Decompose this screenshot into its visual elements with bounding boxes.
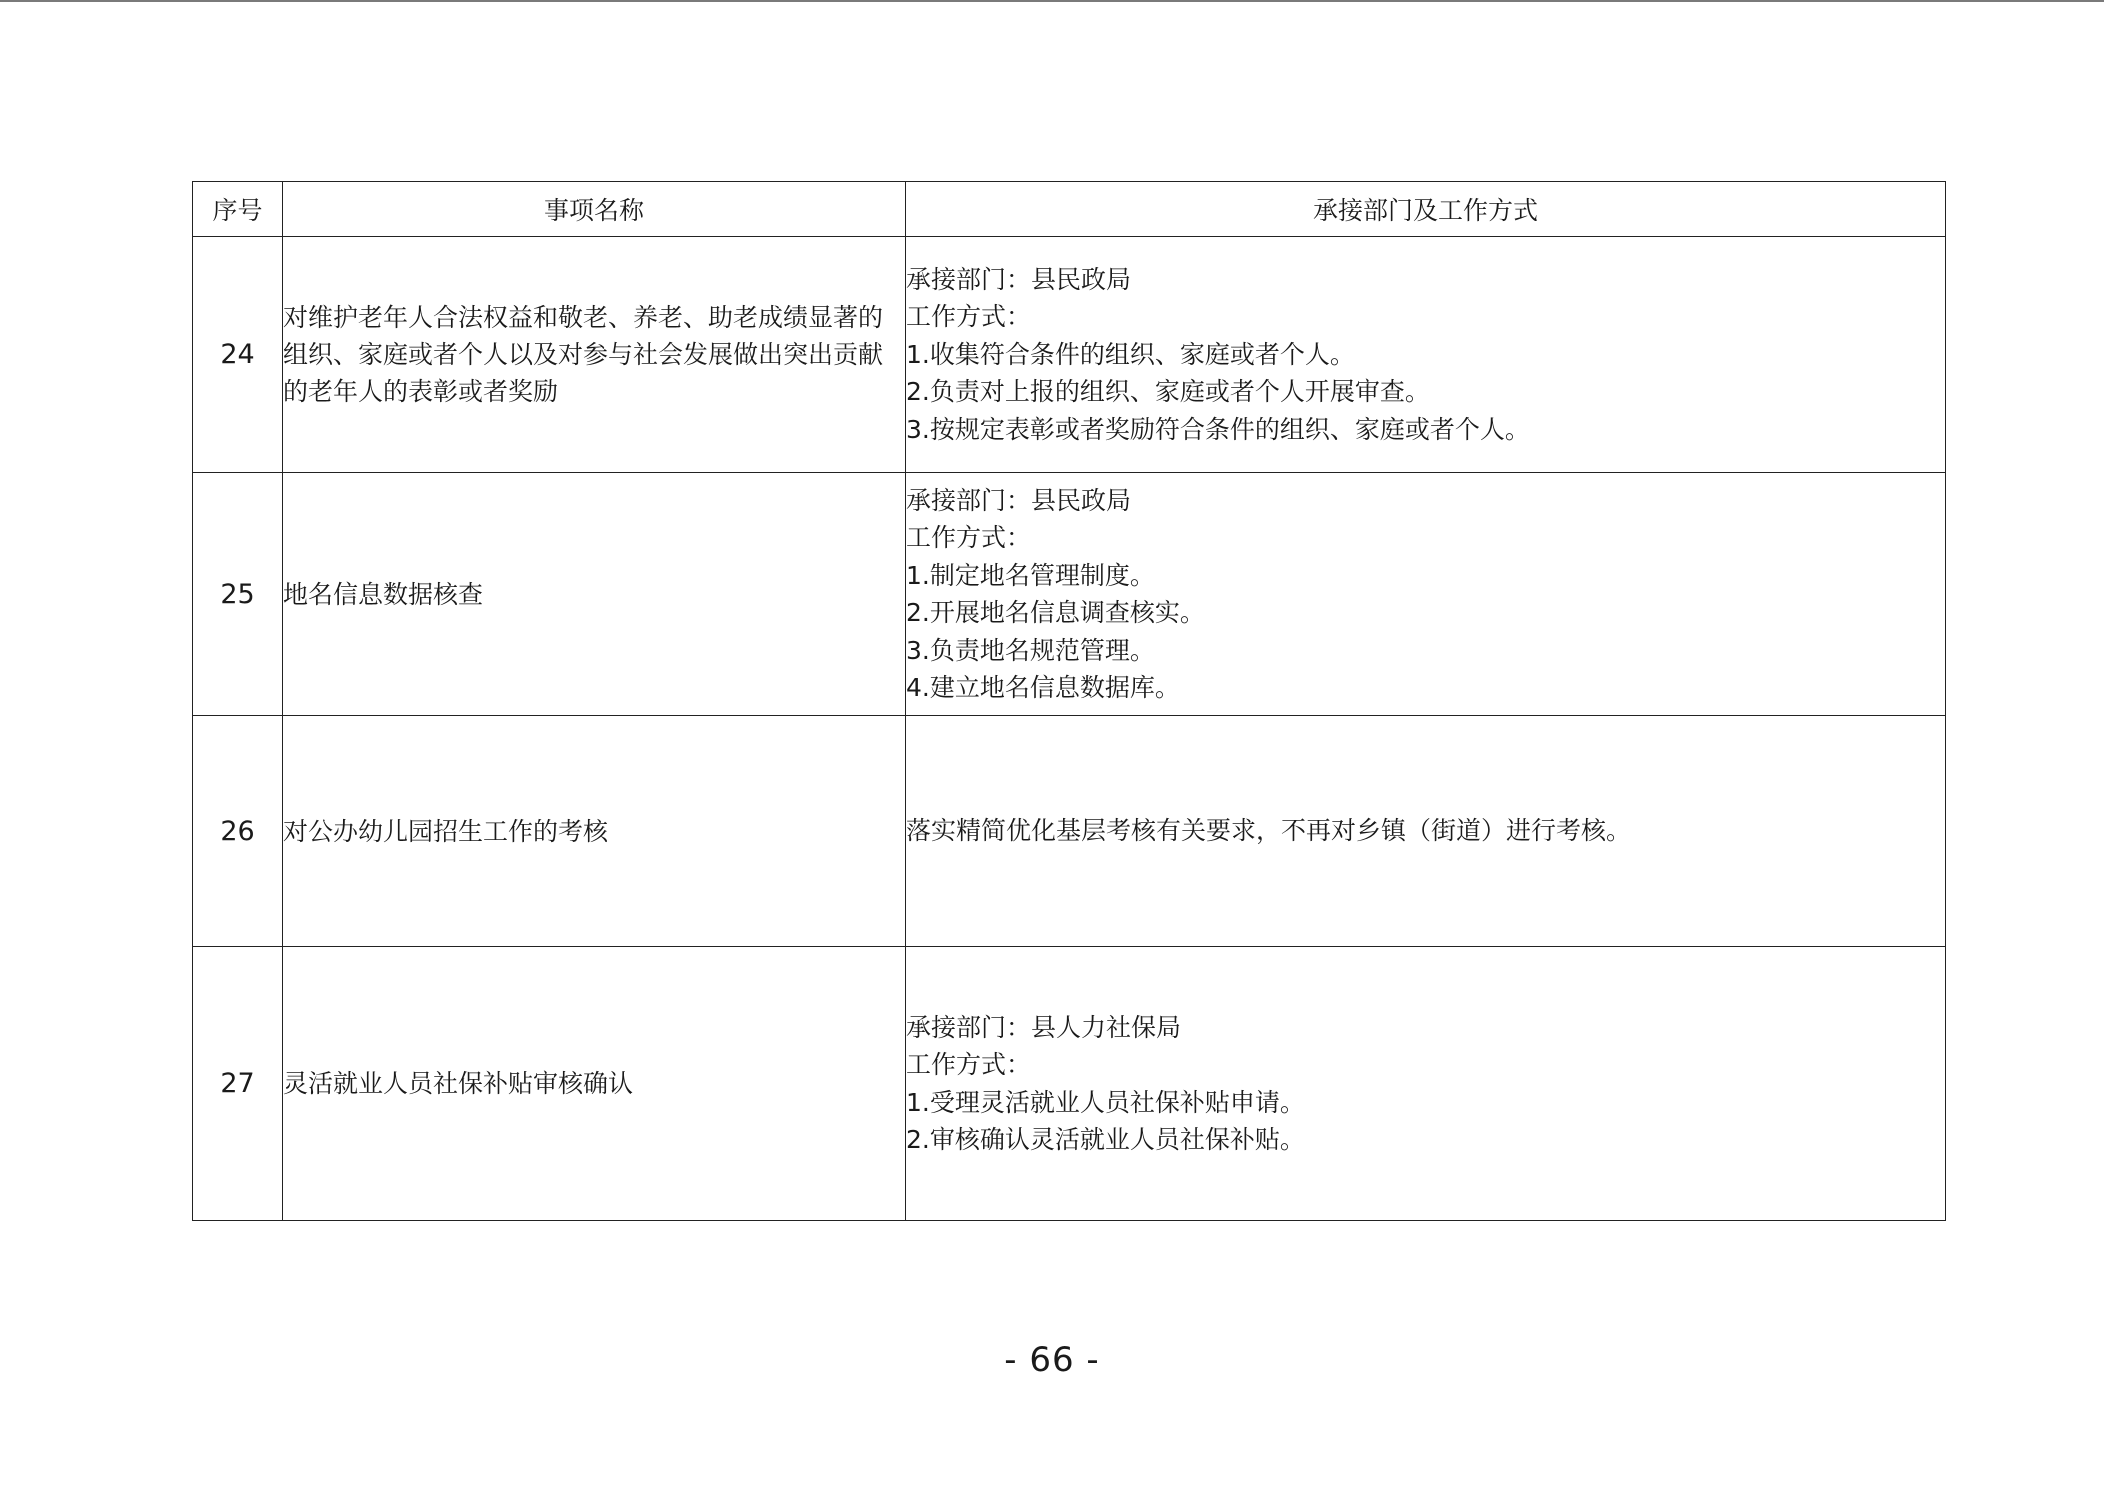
row-seq: 24: [193, 237, 283, 473]
row-dept-method: [906, 947, 1946, 1221]
table-row: [193, 947, 1946, 1221]
method-step: 1.制定地名管理制度。: [906, 560, 1155, 590]
row-item-name: 灵活就业人员社保补贴审核确认: [283, 947, 906, 1221]
dept-line: 承接部门：县民政局: [906, 485, 1132, 515]
page-number: - 66 -: [1004, 1340, 1100, 1380]
row-seq: 25: [193, 473, 283, 716]
header-dept-method: 承接部门及工作方式: [906, 182, 1946, 237]
dept-line: 承接部门：县人力社保局: [906, 1012, 1182, 1042]
row-seq: 27: [193, 947, 283, 1221]
row-item-name: 对公办幼儿园招生工作的考核: [283, 716, 906, 947]
dept-line: 承接部门：县民政局: [906, 264, 1132, 294]
method-step: 2.审核确认灵活就业人员社保补贴。: [906, 1125, 1305, 1154]
row-dept-method: [906, 716, 1946, 947]
row-dept-method: [906, 237, 1946, 473]
method-step: 4.建立地名信息数据库。: [906, 673, 1180, 702]
table-row: [193, 473, 1946, 716]
table-header-row: [193, 182, 1946, 237]
page-top-border: [0, 0, 2104, 2]
row-seq: 26: [193, 716, 283, 947]
table-row: [193, 237, 1946, 473]
table-row: [193, 716, 1946, 947]
method-step: 3.按规定表彰或者奖励符合条件的组织、家庭或者个人。: [906, 414, 1530, 444]
header-item-name: 事项名称: [283, 182, 906, 237]
method-heading: 工作方式：: [906, 1050, 1032, 1079]
method-step: 3.负责地名规范管理。: [906, 635, 1155, 665]
method-heading: 工作方式：: [906, 302, 1032, 332]
dept-note: 落实精简优化基层考核有关要求，不再对乡镇（街道）进行考核。: [906, 816, 1632, 846]
row-item-name: 对维护老年人合法权益和敬老、养老、助老成绩显著的组织、家庭或者个人以及对参与社会发展做出突出贡献的老年人的表彰或者奖励: [283, 237, 906, 473]
header-seq: 序号: [193, 182, 283, 237]
method-heading: 工作方式：: [906, 523, 1032, 552]
method-step: 2.负责对上报的组织、家庭或者个人开展审查。: [906, 377, 1430, 407]
method-step: 1.受理灵活就业人员社保补贴申请。: [906, 1087, 1305, 1117]
method-step: 2.开展地名信息调查核实。: [906, 598, 1205, 627]
items-table: [192, 181, 1946, 1221]
method-step: 1.收集符合条件的组织、家庭或者个人。: [906, 339, 1355, 369]
row-item-name: 地名信息数据核查: [283, 473, 906, 716]
row-dept-method: [906, 473, 1946, 716]
